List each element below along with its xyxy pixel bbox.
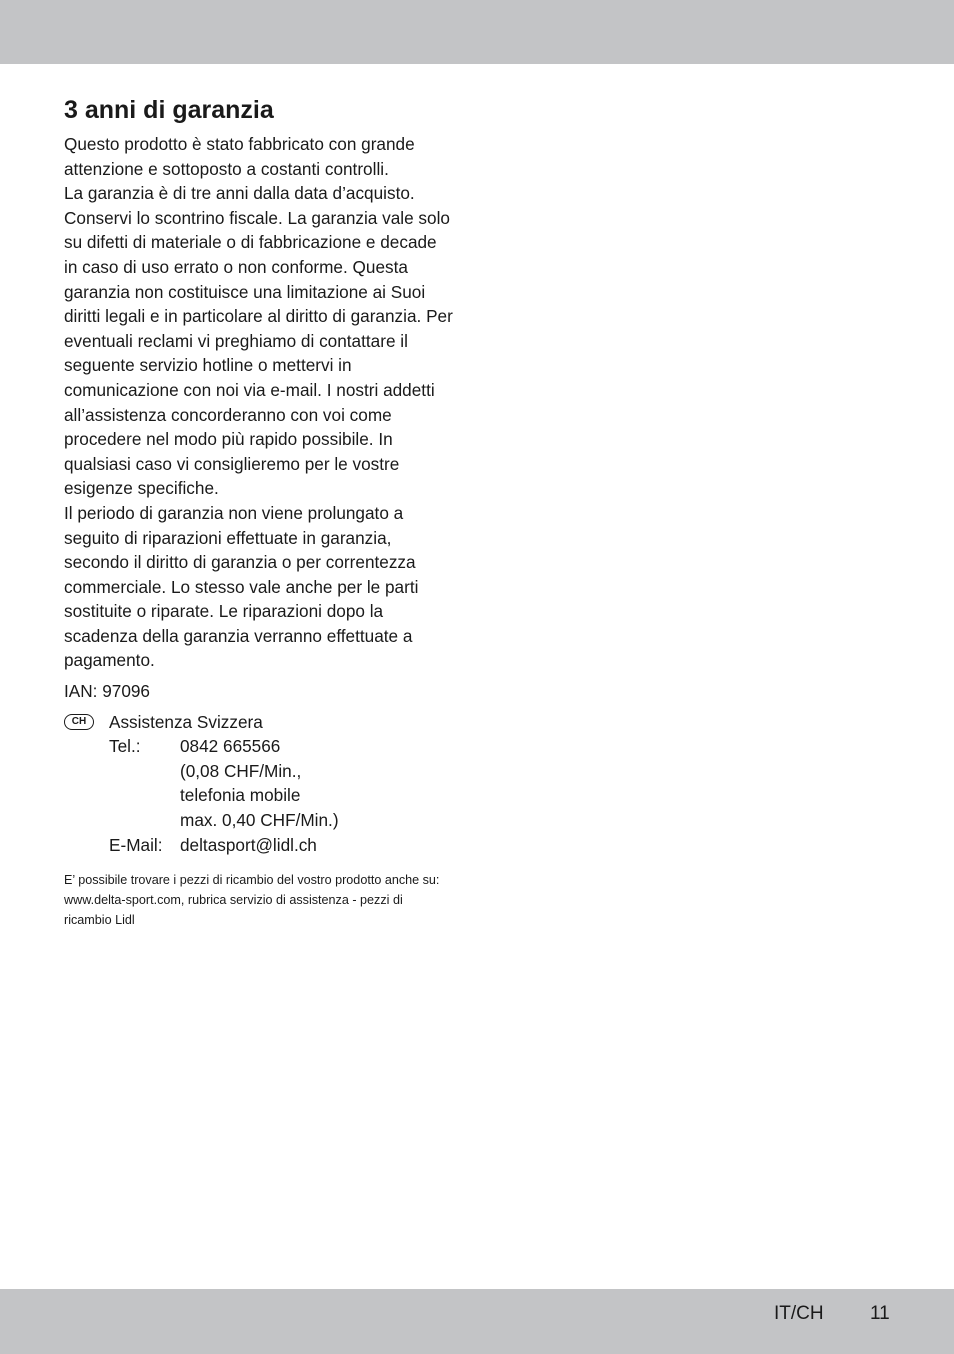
warranty-section xyxy=(64,94,454,931)
header-bar xyxy=(0,0,954,64)
email-label: E-Mail: xyxy=(109,834,163,855)
page-title: 3 anni di garanzia xyxy=(64,96,274,124)
phone-label: Tel.: xyxy=(109,736,141,757)
email-address: deltasport@lidl.ch xyxy=(180,834,317,855)
spare-parts-note: E’ possibile trovare i pezzi di ricambio del vostro prodotto anche su: www.delta-sport.com, rubrica servizio di assistenza - pezzi di ricambio Lidl xyxy=(64,873,440,927)
service-contact xyxy=(64,710,454,858)
phone-row xyxy=(109,734,454,832)
ian-number: IAN: 97096 xyxy=(64,681,150,702)
paragraph-terms: La garanzia è di tre anni dalla data d’acquisto. Conservi lo scontrino fiscale. La garanzia vale solo su difetti di materiale o di fabbricazione e decade in caso di uso errato o non conforme. Questa garanzia non costituisce una limitazione ai Suoi diritti legali e in particolare al diritto di garanzia. Per eventuali reclami vi preghiamo di contattare il seguente servizio hotline o mettervi in comunicazione con noi via e-mail. I nostri addetti all’assistenza concorderanno con voi come procedere nel modo più rapido possibile. In qualsiasi caso vi consiglieremo per le vostre esigenze specifiche. xyxy=(64,183,453,499)
phone-mobile-rate: max. 0,40 CHF/Min.) xyxy=(180,810,339,831)
service-name: Assistenza Svizzera xyxy=(109,711,263,732)
country-badge-icon: CH xyxy=(64,714,94,730)
phone-mobile: telefonia mobile xyxy=(180,785,301,806)
paragraph-period: Il periodo di garanzia non viene prolungato a seguito di riparazioni effettuate in garanzia, secondo il diritto di garanzia o per correntezza commerciale. Lo stesso vale anche per le parti sostituite o riparate. Le riparazioni dopo la scadenza della garanzia verranno effettuate a pagamento. xyxy=(64,502,419,671)
warranty-body xyxy=(64,132,454,673)
phone-number: 0842 665566 xyxy=(180,736,281,757)
paragraph-intro: Questo prodotto è stato fabbricato con grande attenzione e sottoposto a costanti controlli. xyxy=(64,134,415,179)
footer-language: IT/CH xyxy=(774,1303,824,1324)
page-number: 11 xyxy=(870,1303,890,1324)
email-row xyxy=(109,833,454,858)
phone-rate: (0,08 CHF/Min., xyxy=(180,760,302,781)
